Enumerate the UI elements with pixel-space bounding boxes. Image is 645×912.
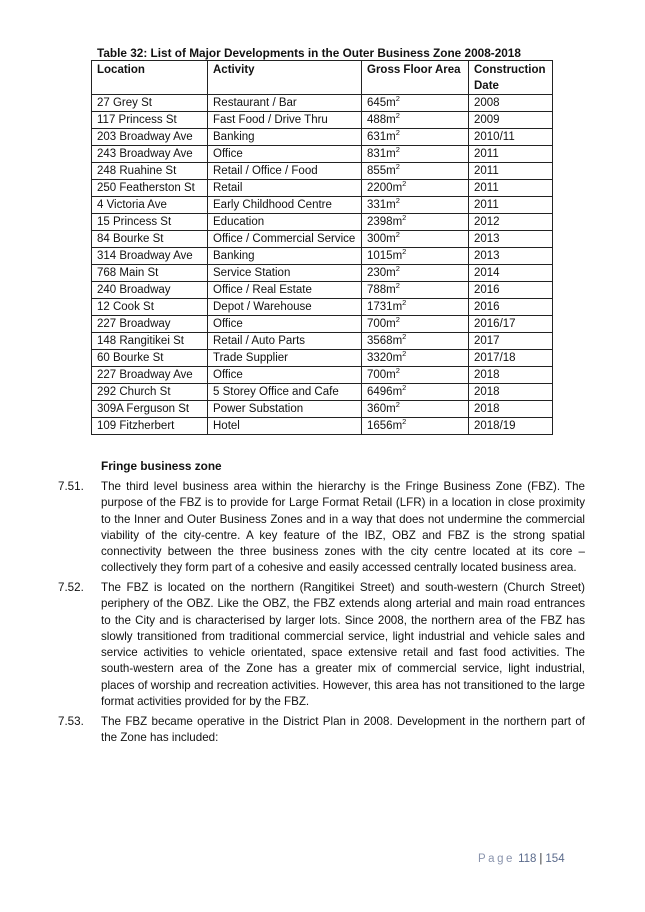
paragraph-7-52 bbox=[58, 580, 585, 710]
cell-gross-floor-area bbox=[362, 299, 469, 316]
table-row bbox=[92, 316, 553, 333]
cell-location bbox=[92, 265, 208, 282]
cell-gross-floor-area-text: 300m bbox=[367, 233, 396, 245]
cell-construction-date bbox=[469, 401, 553, 418]
cell-location bbox=[92, 180, 208, 197]
paragraph-text: The FBZ is located on the northern (Rangitikei Street) and south-western (Church Street) periphery of the OBZ. Like the OBZ, the FBZ extends along arterial and main road entrances to the City and is characterised by larger lots. Since 2008, the northern area of the FBZ has slowly transitioned from traditional commercial service, light industrial and vehicle sales and service activities to vehicle orientated, space extensive retail and fast food activities. The south-western area of the Zone has a greater mix of commercial service, light industrial, places of worship and recreation activities. However, this area has not transitioned to the large format activities provided for by the FBZ. bbox=[101, 581, 585, 709]
table-row bbox=[92, 401, 553, 418]
cell-activity-text: Office bbox=[213, 369, 243, 381]
header-location: Location bbox=[92, 61, 208, 95]
cell-construction-date-text: 2008 bbox=[474, 97, 500, 109]
cell-location-text: 314 Broadway Ave bbox=[97, 250, 193, 262]
paragraph-number: 7.51. bbox=[58, 480, 84, 493]
cell-gross-floor-area bbox=[362, 163, 469, 180]
cell-gross-floor-area bbox=[362, 418, 469, 435]
cell-gross-floor-area-text: 2200m bbox=[367, 182, 403, 194]
cell-construction-date-text: 2018 bbox=[474, 386, 500, 398]
unit-exponent: 2 bbox=[402, 179, 407, 188]
cell-gross-floor-area bbox=[362, 231, 469, 248]
cell-construction-date-text: 2016/17 bbox=[474, 318, 516, 330]
cell-activity-text: Hotel bbox=[213, 420, 240, 432]
cell-construction-date-text: 2012 bbox=[474, 216, 500, 228]
cell-construction-date-text: 2018 bbox=[474, 369, 500, 381]
cell-activity bbox=[208, 214, 362, 231]
cell-location bbox=[92, 418, 208, 435]
table-row bbox=[92, 367, 553, 384]
unit-exponent: 2 bbox=[395, 111, 400, 120]
cell-construction-date bbox=[469, 95, 553, 112]
cell-activity bbox=[208, 112, 362, 129]
cell-location-text: 109 Fitzherbert bbox=[97, 420, 175, 432]
table-row bbox=[92, 95, 553, 112]
cell-gross-floor-area bbox=[362, 214, 469, 231]
cell-location-text: 15 Princess St bbox=[97, 216, 172, 228]
cell-gross-floor-area-text: 831m bbox=[367, 148, 396, 160]
cell-gross-floor-area-text: 230m bbox=[367, 267, 396, 279]
header-construction-date: Construction Date bbox=[469, 61, 553, 95]
total-pages: 154 bbox=[545, 853, 565, 865]
cell-location bbox=[92, 112, 208, 129]
developments-table bbox=[91, 60, 553, 435]
cell-construction-date bbox=[469, 333, 553, 350]
cell-gross-floor-area bbox=[362, 129, 469, 146]
cell-activity-text: Service Station bbox=[213, 267, 291, 279]
cell-activity-text: Trade Supplier bbox=[213, 352, 289, 364]
cell-construction-date bbox=[469, 146, 553, 163]
cell-location-text: 248 Ruahine St bbox=[97, 165, 177, 177]
cell-location-text: 227 Broadway Ave bbox=[97, 369, 193, 381]
cell-activity bbox=[208, 316, 362, 333]
cell-activity-text: Power Substation bbox=[213, 403, 304, 415]
cell-construction-date bbox=[469, 112, 553, 129]
cell-gross-floor-area-text: 1731m bbox=[367, 301, 403, 313]
cell-gross-floor-area-text: 700m bbox=[367, 369, 396, 381]
cell-activity-text: Office / Real Estate bbox=[213, 284, 312, 296]
unit-exponent: 2 bbox=[395, 315, 400, 324]
page-number: 118 bbox=[518, 853, 537, 865]
cell-gross-floor-area bbox=[362, 333, 469, 350]
cell-gross-floor-area-text: 3320m bbox=[367, 352, 403, 364]
cell-construction-date bbox=[469, 350, 553, 367]
cell-activity bbox=[208, 163, 362, 180]
cell-activity-text: Restaurant / Bar bbox=[213, 97, 297, 109]
cell-gross-floor-area bbox=[362, 384, 469, 401]
cell-activity bbox=[208, 146, 362, 163]
unit-exponent: 2 bbox=[402, 298, 407, 307]
cell-gross-floor-area-text: 3568m bbox=[367, 335, 403, 347]
table-header-row bbox=[92, 61, 553, 95]
cell-construction-date bbox=[469, 163, 553, 180]
table-row bbox=[92, 231, 553, 248]
cell-activity bbox=[208, 333, 362, 350]
cell-gross-floor-area-text: 360m bbox=[367, 403, 396, 415]
cell-activity-text: Fast Food / Drive Thru bbox=[213, 114, 328, 126]
page-label: Page bbox=[478, 853, 515, 865]
table-row bbox=[92, 129, 553, 146]
table-row bbox=[92, 384, 553, 401]
cell-location bbox=[92, 384, 208, 401]
cell-location-text: 243 Broadway Ave bbox=[97, 148, 193, 160]
cell-location-text: 117 Princess St bbox=[97, 114, 177, 126]
cell-activity-text: Education bbox=[213, 216, 265, 228]
cell-gross-floor-area-text: 331m bbox=[367, 199, 396, 211]
cell-activity-text: Early Childhood Centre bbox=[213, 199, 332, 211]
cell-location bbox=[92, 299, 208, 316]
cell-gross-floor-area-text: 2398m bbox=[367, 216, 403, 228]
cell-construction-date-text: 2017 bbox=[474, 335, 500, 347]
cell-location-text: 768 Main St bbox=[97, 267, 159, 279]
cell-gross-floor-area bbox=[362, 112, 469, 129]
paragraph-number: 7.53. bbox=[58, 715, 84, 728]
cell-gross-floor-area bbox=[362, 95, 469, 112]
cell-gross-floor-area-text: 631m bbox=[367, 131, 396, 143]
table-row bbox=[92, 299, 553, 316]
cell-location bbox=[92, 163, 208, 180]
paragraph-number: 7.52. bbox=[58, 581, 84, 594]
cell-gross-floor-area bbox=[362, 265, 469, 282]
cell-activity-text: Depot / Warehouse bbox=[213, 301, 312, 313]
unit-exponent: 2 bbox=[395, 162, 400, 171]
cell-activity bbox=[208, 299, 362, 316]
cell-activity-text: Retail / Auto Parts bbox=[213, 335, 306, 347]
cell-construction-date bbox=[469, 214, 553, 231]
cell-construction-date-text: 2013 bbox=[474, 250, 500, 262]
cell-activity bbox=[208, 384, 362, 401]
unit-exponent: 2 bbox=[402, 213, 407, 222]
cell-activity bbox=[208, 265, 362, 282]
cell-activity bbox=[208, 95, 362, 112]
cell-location-text: 84 Bourke St bbox=[97, 233, 164, 245]
table-row bbox=[92, 333, 553, 350]
cell-activity bbox=[208, 282, 362, 299]
unit-exponent: 2 bbox=[402, 383, 407, 392]
table-row bbox=[92, 163, 553, 180]
table-row bbox=[92, 146, 553, 163]
cell-activity-text: Office / Commercial Service bbox=[213, 233, 356, 245]
cell-gross-floor-area-text: 1656m bbox=[367, 420, 403, 432]
cell-activity-text: 5 Storey Office and Cafe bbox=[213, 386, 339, 398]
cell-location bbox=[92, 129, 208, 146]
paragraph-7-51 bbox=[58, 479, 585, 577]
table-row bbox=[92, 282, 553, 299]
header-activity: Activity bbox=[208, 61, 362, 95]
cell-gross-floor-area-text: 645m bbox=[367, 97, 396, 109]
cell-activity-text: Retail bbox=[213, 182, 243, 194]
cell-activity-text: Office bbox=[213, 148, 243, 160]
cell-location bbox=[92, 95, 208, 112]
cell-construction-date-text: 2018 bbox=[474, 403, 500, 415]
cell-gross-floor-area-text: 788m bbox=[367, 284, 396, 296]
cell-construction-date bbox=[469, 282, 553, 299]
cell-construction-date bbox=[469, 384, 553, 401]
unit-exponent: 2 bbox=[395, 196, 400, 205]
cell-location-text: 203 Broadway Ave bbox=[97, 131, 193, 143]
cell-location bbox=[92, 350, 208, 367]
cell-construction-date-text: 2011 bbox=[474, 199, 499, 211]
cell-location bbox=[92, 282, 208, 299]
table-row bbox=[92, 248, 553, 265]
cell-location-text: 250 Featherston St bbox=[97, 182, 195, 194]
cell-gross-floor-area bbox=[362, 248, 469, 265]
cell-gross-floor-area-text: 855m bbox=[367, 165, 396, 177]
unit-exponent: 2 bbox=[402, 332, 407, 341]
cell-gross-floor-area bbox=[362, 367, 469, 384]
cell-construction-date bbox=[469, 367, 553, 384]
cell-location-text: 240 Broadway bbox=[97, 284, 171, 296]
cell-location-text: 12 Cook St bbox=[97, 301, 154, 313]
cell-location-text: 27 Grey St bbox=[97, 97, 152, 109]
cell-gross-floor-area bbox=[362, 350, 469, 367]
cell-activity-text: Banking bbox=[213, 131, 255, 143]
cell-activity bbox=[208, 350, 362, 367]
cell-activity bbox=[208, 180, 362, 197]
table-row bbox=[92, 265, 553, 282]
cell-gross-floor-area bbox=[362, 197, 469, 214]
cell-gross-floor-area bbox=[362, 282, 469, 299]
cell-location-text: 4 Victoria Ave bbox=[97, 199, 167, 211]
cell-gross-floor-area bbox=[362, 401, 469, 418]
cell-location bbox=[92, 214, 208, 231]
cell-construction-date-text: 2009 bbox=[474, 114, 500, 126]
cell-gross-floor-area-text: 1015m bbox=[367, 250, 403, 262]
page-footer bbox=[478, 853, 565, 865]
cell-construction-date-text: 2014 bbox=[474, 267, 500, 279]
cell-activity bbox=[208, 197, 362, 214]
cell-construction-date bbox=[469, 129, 553, 146]
paragraph-text: The FBZ became operative in the District Plan in 2008. Development in the northern part of the Zone has included: bbox=[101, 715, 585, 745]
table-row bbox=[92, 197, 553, 214]
cell-gross-floor-area bbox=[362, 316, 469, 333]
cell-location bbox=[92, 401, 208, 418]
paragraph-7-53 bbox=[58, 714, 585, 747]
cell-gross-floor-area-text: 700m bbox=[367, 318, 396, 330]
unit-exponent: 2 bbox=[402, 417, 407, 426]
cell-construction-date-text: 2010/11 bbox=[474, 131, 515, 143]
header-gross-floor-area: Gross Floor Area bbox=[362, 61, 469, 95]
cell-activity bbox=[208, 367, 362, 384]
cell-activity-text: Office bbox=[213, 318, 243, 330]
unit-exponent: 2 bbox=[395, 281, 400, 290]
cell-location bbox=[92, 316, 208, 333]
unit-exponent: 2 bbox=[395, 230, 400, 239]
table-row bbox=[92, 214, 553, 231]
cell-construction-date bbox=[469, 265, 553, 282]
unit-exponent: 2 bbox=[402, 349, 407, 358]
cell-location bbox=[92, 248, 208, 265]
table-title: Table 32: List of Major Developments in the Outer Business Zone 2008-2018 bbox=[97, 46, 521, 60]
cell-construction-date bbox=[469, 197, 553, 214]
cell-construction-date-text: 2017/18 bbox=[474, 352, 516, 364]
table-row bbox=[92, 180, 553, 197]
cell-construction-date-text: 2011 bbox=[474, 148, 499, 160]
cell-gross-floor-area-text: 488m bbox=[367, 114, 396, 126]
section-heading: Fringe business zone bbox=[101, 459, 222, 473]
cell-location-text: 309A Ferguson St bbox=[97, 403, 190, 415]
cell-construction-date-text: 2011 bbox=[474, 165, 499, 177]
cell-construction-date-text: 2016 bbox=[474, 284, 500, 296]
cell-location-text: 292 Church St bbox=[97, 386, 171, 398]
cell-gross-floor-area bbox=[362, 180, 469, 197]
unit-exponent: 2 bbox=[402, 247, 407, 256]
cell-location bbox=[92, 367, 208, 384]
unit-exponent: 2 bbox=[395, 264, 400, 273]
table-row bbox=[92, 350, 553, 367]
cell-activity bbox=[208, 248, 362, 265]
cell-activity bbox=[208, 231, 362, 248]
table-row bbox=[92, 112, 553, 129]
cell-activity bbox=[208, 418, 362, 435]
cell-construction-date bbox=[469, 299, 553, 316]
table-row bbox=[92, 418, 553, 435]
cell-location bbox=[92, 197, 208, 214]
cell-construction-date bbox=[469, 231, 553, 248]
cell-construction-date-text: 2016 bbox=[474, 301, 500, 313]
cell-location-text: 148 Rangitikei St bbox=[97, 335, 184, 347]
unit-exponent: 2 bbox=[395, 128, 400, 137]
cell-gross-floor-area-text: 6496m bbox=[367, 386, 403, 398]
cell-location-text: 227 Broadway bbox=[97, 318, 171, 330]
unit-exponent: 2 bbox=[395, 400, 400, 409]
unit-exponent: 2 bbox=[395, 94, 400, 103]
cell-activity-text: Banking bbox=[213, 250, 255, 262]
cell-construction-date-text: 2011 bbox=[474, 182, 499, 194]
cell-construction-date-text: 2013 bbox=[474, 233, 500, 245]
cell-activity bbox=[208, 401, 362, 418]
cell-location bbox=[92, 333, 208, 350]
cell-construction-date bbox=[469, 316, 553, 333]
unit-exponent: 2 bbox=[395, 366, 400, 375]
cell-activity-text: Retail / Office / Food bbox=[213, 165, 318, 177]
cell-location bbox=[92, 146, 208, 163]
cell-construction-date bbox=[469, 180, 553, 197]
page-separator: | bbox=[539, 853, 543, 865]
cell-construction-date-text: 2018/19 bbox=[474, 420, 516, 432]
cell-location-text: 60 Bourke St bbox=[97, 352, 164, 364]
cell-location bbox=[92, 231, 208, 248]
cell-activity bbox=[208, 129, 362, 146]
cell-construction-date bbox=[469, 418, 553, 435]
cell-gross-floor-area bbox=[362, 146, 469, 163]
unit-exponent: 2 bbox=[395, 145, 400, 154]
cell-construction-date bbox=[469, 248, 553, 265]
paragraph-text: The third level business area within the hierarchy is the Fringe Business Zone (FBZ). The purpose of the FBZ is to provide for Large Format Retail (LFR) in a location in close proximity to the Inner and Outer Business Zones and in a way that does not undermine the commercial viability of the city-centre. A key feature of the IBZ, OBZ and FBZ is the strong spatial connectivity between the three business zones with the city centre located at its core – collectively they form part of a cohesive and easily accessed centrally located business area. bbox=[101, 480, 585, 575]
